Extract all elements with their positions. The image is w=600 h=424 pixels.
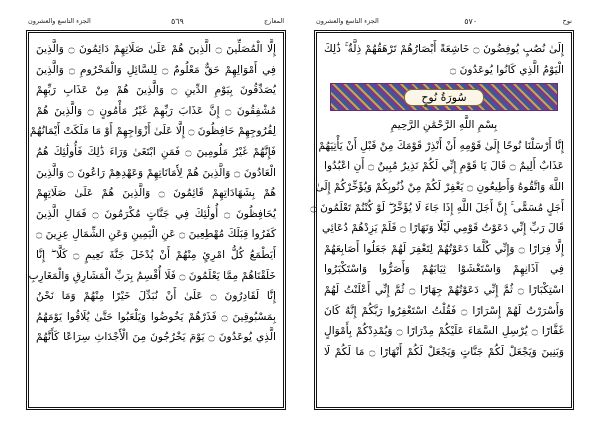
text-line: إِلَّا الْمُصَلِّينَ ۝ الَّذِينَ هُمْ عَلَىٰ صَلَاتِهِمْ دَائِمُونَ ۝ وَالَّذِينَ — [36, 43, 276, 55]
text-line: لِفُرُوجِهِمْ حَافِظُونَ ۝ إِلَّا عَلَىٰ أَزْوَاجِهِمْ أَوْ مَا مَلَكَتْ أَيْمَانُهُمْ — [29, 125, 276, 138]
left-surah-name: المعارج — [264, 17, 284, 25]
left-page-header — [28, 14, 284, 28]
surah-title-banner — [330, 83, 558, 111]
left-page-number: ٥٦٩ — [170, 16, 184, 26]
text-line: أَيَطْمَعُ كُلُّ امْرِئٍ مِنْهُمْ أَنْ يُدْخَلَ جَنَّةَ نَعِيمٍ ۝ كَلَّا ۖ إِنَّا — [36, 248, 276, 261]
text-line: إِلَّا فِرَارًا ۝ وَإِنِّي كُلَّمَا دَعَوْتُهُمْ لِتَغْفِرَ لَهُمْ جَعَلُوا أَصَابِعَهُمْ — [324, 242, 564, 255]
text-line: فِي آذَانِهِمْ وَاسْتَغْشَوْا ثِيَابَهُمْ وَأَصَرُّوا وَاسْتَكْبَرُوا — [324, 263, 564, 276]
text-line: أَجَلٍ مُسَمًّى ۚ إِنَّ أَجَلَ اللَّهِ إِذَا جَاءَ لَا يُؤَخَّرُ ۖ لَوْ كُنْتُمْ تَعْلَمُونَ ۝ — [310, 201, 564, 214]
text-line: بِمَسْبُوقِينَ ۝ فَذَرْهُمْ يَخُوضُوا وَيَلْعَبُوا حَتَّىٰ يُلَاقُوا يَوْمَهُمُ — [36, 310, 276, 323]
text-line: كَفَرُوا قِبَلَكَ مُهْطِعِينَ ۝ عَنِ الْيَمِينِ وَعَنِ الشِّمَالِ عِزِينَ ۝ — [36, 228, 276, 241]
right-page-header — [316, 14, 572, 28]
text-line: يُصَدِّقُونَ بِيَوْمِ الدِّينِ ۝ وَالَّذِينَ هُمْ مِنْ عَذَابِ رَبِّهِمْ — [36, 84, 276, 97]
right-text-frame — [310, 32, 572, 408]
text-line: وَبَنِينَ وَيَجْعَلْ لَكُمْ جَنَّاتٍ وَيَجْعَلْ لَكُمْ أَنْهَارًا ۝ مَا لَكُمْ لَا — [324, 345, 564, 358]
text-line: خَلَقْنَاهُمْ مِمَّا يَعْلَمُونَ ۝ فَلَا أُقْسِمُ بِرَبِّ الْمَشَارِقِ وَالْمَغَارِبِ — [28, 269, 276, 282]
text-line: يُحَافِظُونَ ۝ أُولَٰئِكَ فِي جَنَّاتٍ مُكْرَمُونَ ۝ فَمَالِ الَّذِينَ — [36, 207, 277, 220]
text-line: مُشْفِقُونَ ۝ إِنَّ عَذَابَ رَبِّهِمْ غَيْرُ مَأْمُونٍ ۝ وَالَّذِينَ هُمْ — [36, 104, 276, 117]
text-line: قَالَ رَبِّ إِنِّي دَعَوْتُ قَوْمِي لَيْلًا وَنَهَارًا ۝ فَلَمْ يَزِدْهُمْ دُعَائِي — [321, 222, 564, 235]
text-line: الَّذِي يُوعَدُونَ ۝ يَوْمَ يَخْرُجُونَ مِنَ الْأَجْدَاثِ سِرَاعًا كَأَنَّهُمْ — [36, 331, 276, 344]
left-page — [22, 10, 290, 414]
basmala: بِسْمِ اللَّهِ الرَّحْمَٰنِ الرَّحِيمِ — [390, 119, 498, 132]
text-line: هُمْ بِشَهَادَاتِهِمْ قَائِمُونَ ۝ وَالَّذِينَ هُمْ عَلَىٰ صَلَاتِهِمْ — [36, 187, 276, 200]
left-juz-label: الجزء التاسع والعشرون — [28, 17, 91, 25]
text-line: الْعَادُونَ ۝ وَالَّذِينَ هُمْ لِأَمَانَاتِهِمْ وَعَهْدِهِمْ رَاعُونَ ۝ وَالَّذِينَ — [36, 166, 277, 179]
text-line: إِلَىٰ نُصُبٍ يُوفِضُونَ ۝ خَاشِعَةً أَبْصَارُهُمْ تَرْهَقُهُمْ ذِلَّةٌ ۚ ذَٰلِكَ — [324, 43, 564, 55]
right-juz-label: الجزء التاسع والعشرون — [316, 17, 379, 25]
right-page — [310, 10, 578, 414]
text-line: اسْتِكْبَارًا ۝ ثُمَّ إِنِّي دَعَوْتُهُمْ جِهَارًا ۝ ثُمَّ إِنِّي أَعْلَنْتُ لَهُمْ — [324, 283, 564, 296]
text-line: إِنَّا أَرْسَلْنَا نُوحًا إِلَىٰ قَوْمِهِ أَنْ أَنْذِرْ قَوْمَكَ مِنْ قَبْلِ أَنْ يَأْتِيَهُمْ — [318, 139, 564, 152]
right-surah-name: نوح — [562, 17, 572, 25]
text-line: وَأَسْرَرْتُ لَهُمْ إِسْرَارًا ۝ فَقُلْتُ اسْتَغْفِرُوا رَبَّكُمْ إِنَّهُ كَانَ — [324, 304, 564, 317]
text-line: اللَّهَ وَاتَّقُوهُ وَأَطِيعُونِ ۝ يَغْفِرْ لَكُمْ مِنْ ذُنُوبِكُمْ وَيُؤَخِّرْكُمْ إِلَىٰ — [315, 180, 564, 193]
right-page-number: ٥٧٠ — [464, 16, 478, 26]
text-line: الْيَوْمُ الَّذِي كَانُوا يُوعَدُونَ ۝ — [450, 63, 564, 76]
text-line: فَإِنَّهُمْ غَيْرُ مَلُومِينَ ۝ فَمَنِ ابْتَغَىٰ وَرَاءَ ذَٰلِكَ فَأُولَٰئِكَ هُمُ — [36, 145, 276, 158]
text-line: إِنَّا لَقَادِرُونَ ۝ عَلَىٰ أَنْ نُبَدِّلَ خَيْرًا مِنْهُمْ وَمَا نَحْنُ — [36, 290, 276, 303]
text-line: غَفَّارًا ۝ يُرْسِلِ السَّمَاءَ عَلَيْكُمْ مِدْرَارًا ۝ وَيُمْدِدْكُمْ بِأَمْوَالٍ — [324, 325, 565, 338]
left-text-frame — [28, 32, 284, 408]
text-line: فِي أَمْوَالِهِمْ حَقٌّ مَعْلُومٌ ۝ لِلسَّائِلِ وَالْمَحْرُومِ ۝ وَالَّذِينَ — [36, 63, 276, 76]
surah-title: سُورَةُ نُوحٍ — [404, 89, 483, 106]
text-line: عَذَابٌ أَلِيمٌ ۝ قَالَ يَا قَوْمِ إِنِّي لَكُمْ نَذِيرٌ مُبِينٌ ۝ أَنِ اعْبُدُوا — [324, 160, 564, 173]
